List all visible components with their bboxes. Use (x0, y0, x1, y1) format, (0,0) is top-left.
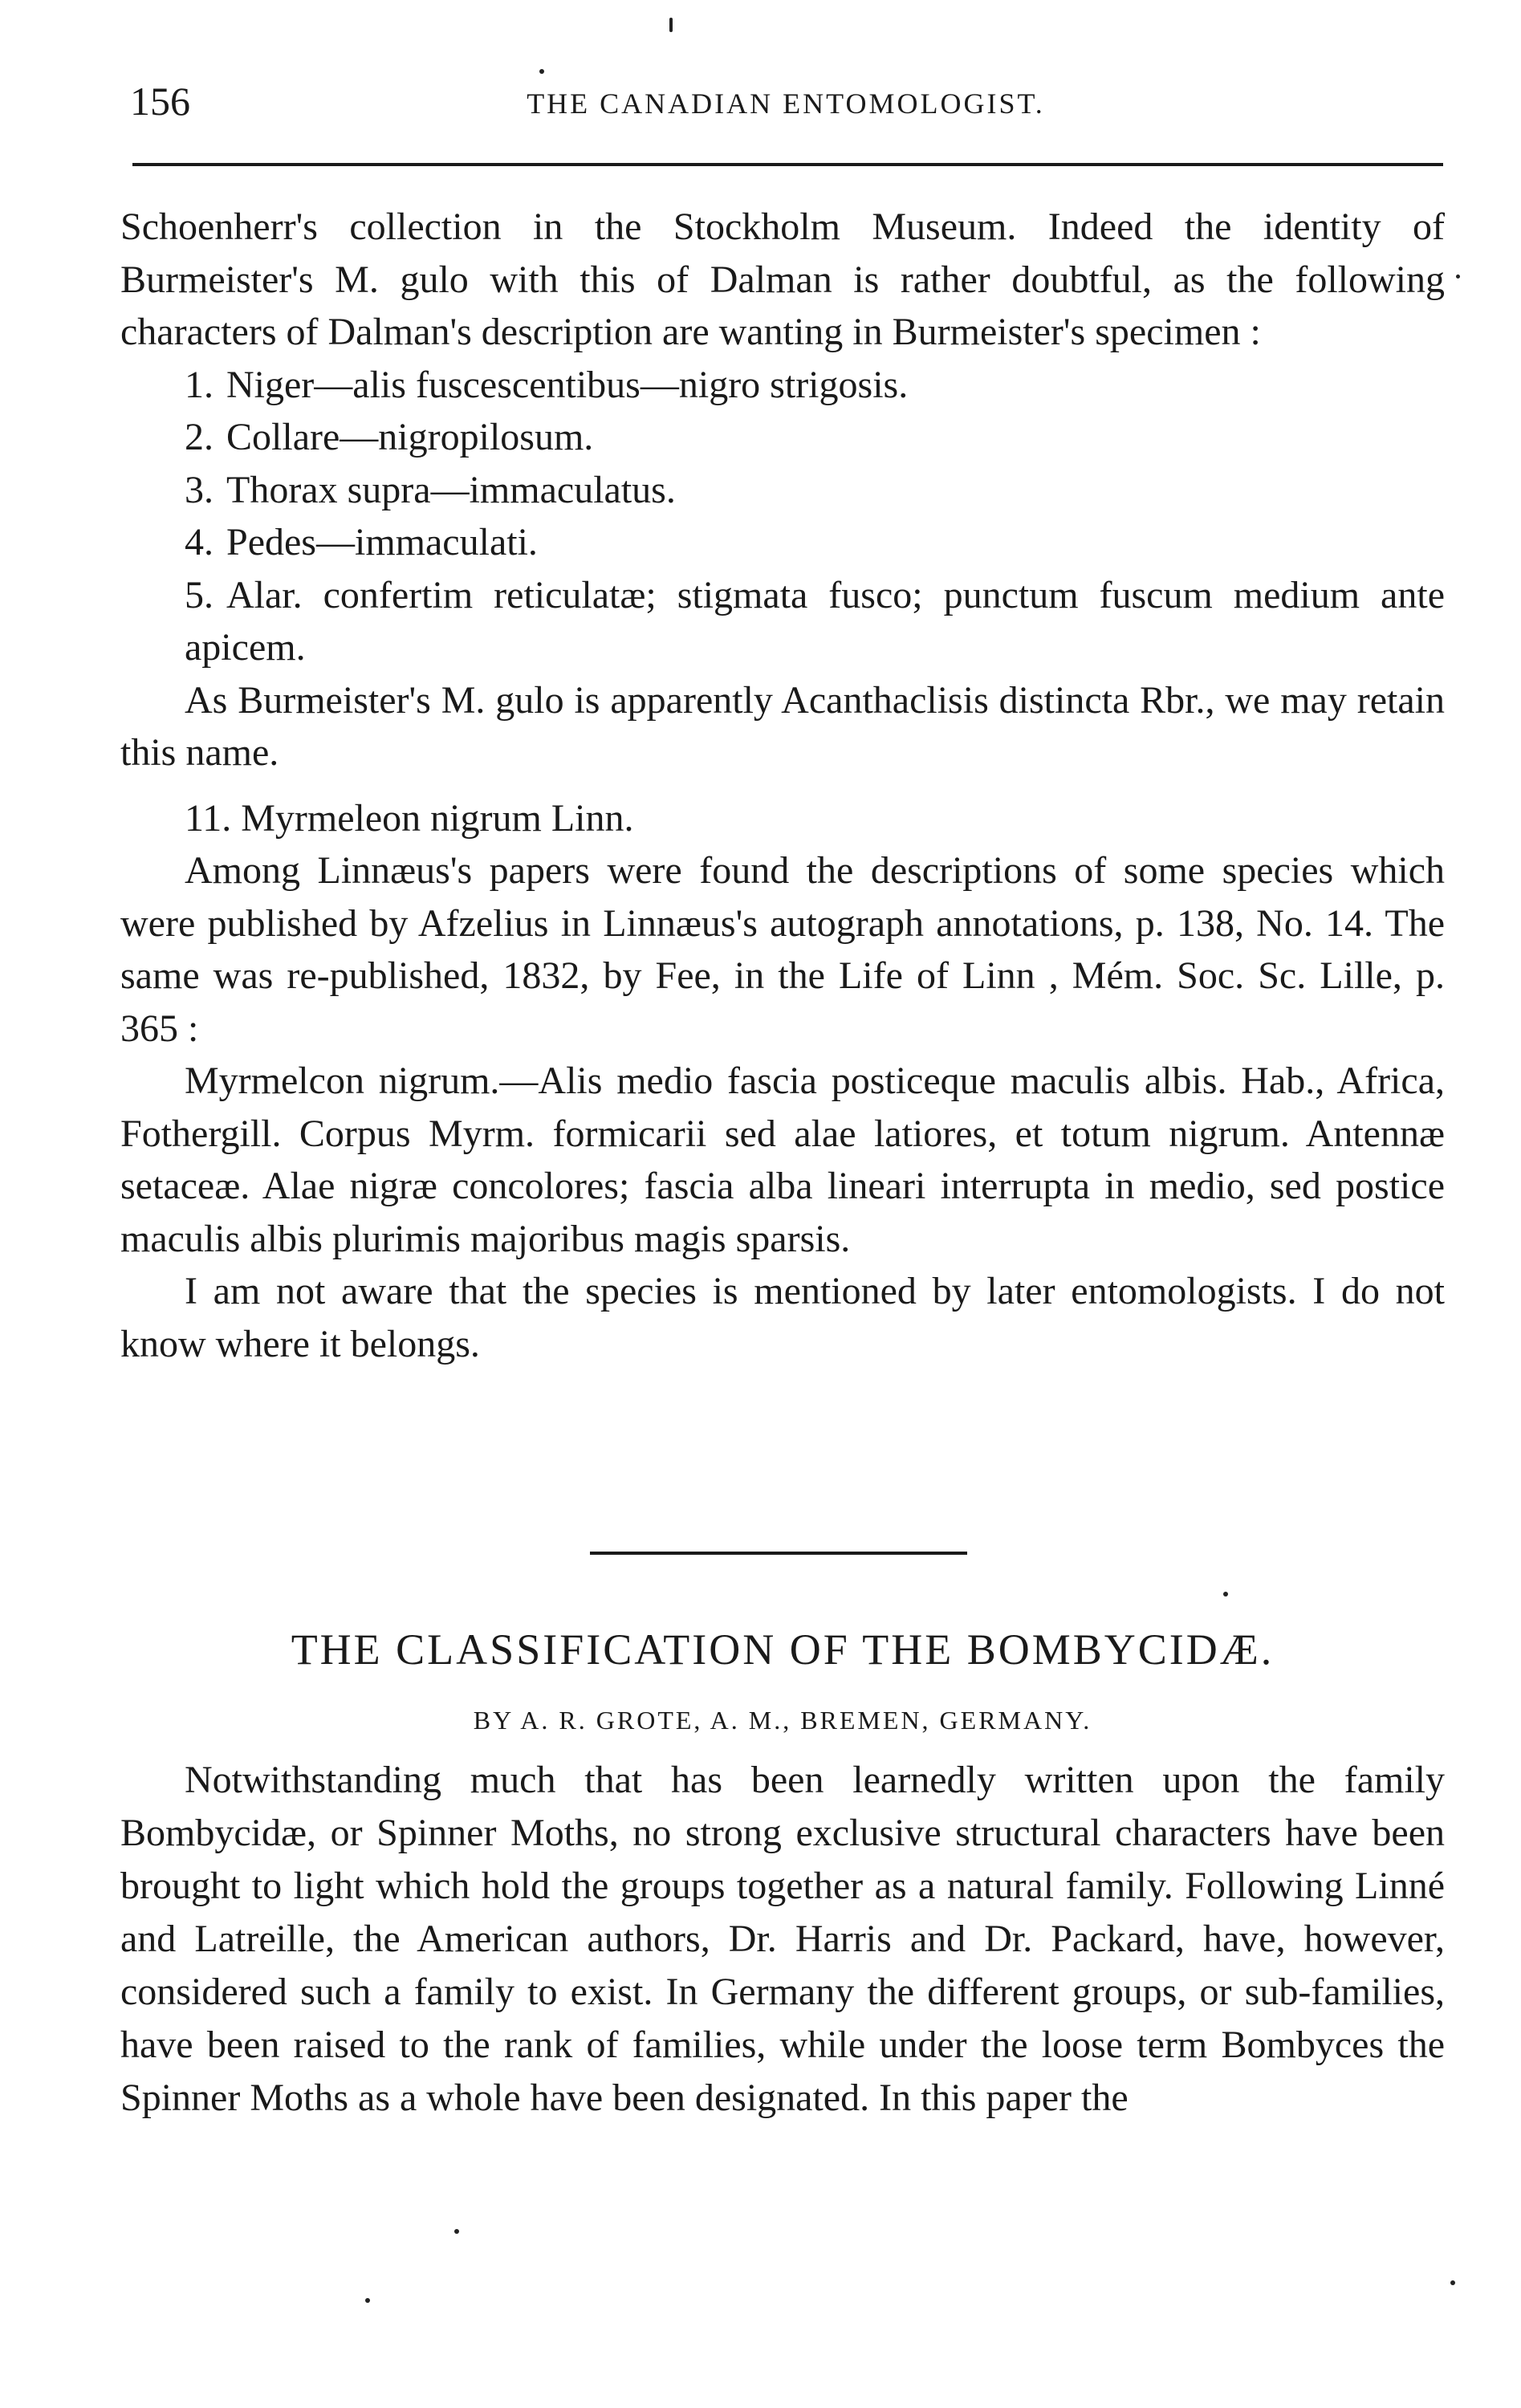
paragraph: Schoenherr's collection in the Stockholm Museum. Indeed the identity of Burmeister's M. gulo with this of Dalman is rather doubtful, as the following characters of Dalman's description are wanting in Burmeister's specimen : (120, 205, 1445, 353)
section-divider (590, 1552, 967, 1555)
list-text: Collare—nigropilosum. (226, 416, 594, 458)
paragraph: Among Linnæus's papers were found the descriptions of some species which were published by Afzelius in Linnæus's autograph annotations, p. 138, No. 14. The same was re-published, 1832, by Fee, in the Life of Linn , Mém. Soc. Sc. Lille, p. 365 : (120, 849, 1445, 1050)
article-byline: BY A. R. GROTE, A. M., BREMEN, GERMANY. (473, 1706, 1092, 1735)
list-text: Pedes—immaculati. (226, 521, 538, 563)
paragraph: As Burmeister's M. gulo is apparently Acanthaclisis distincta Rbr., we may retain this name. (120, 678, 1445, 774)
list-item (120, 464, 1445, 517)
list-text: Thorax supra—immaculatus. (226, 468, 676, 511)
list-number: 5. (185, 573, 214, 616)
list-item (120, 359, 1445, 412)
page-header (130, 77, 1442, 133)
list-text: Niger—alis fuscescentibus—nigro strigosis. (226, 363, 909, 406)
print-speck (1450, 2280, 1455, 2285)
print-speck (669, 18, 673, 32)
article-title: THE CLASSIFICATION OF THE BOMBYCIDÆ. (291, 1625, 1275, 1674)
paragraph: I am not aware that the species is mentioned by later entomologists. I do not know where it belongs. (120, 1270, 1445, 1365)
print-speck (539, 69, 544, 74)
continued-text (120, 201, 1445, 1370)
species-heading: 11. Myrmeleon nigrum Linn. (185, 796, 634, 840)
print-speck (454, 2229, 459, 2234)
article-text (120, 1754, 1445, 2125)
list-number: 3. (185, 468, 214, 511)
paragraph: Notwithstanding much that has been learnedly written upon the family Bombycidæ, or Spinner Moths, no strong exclusive structural characters have been brought to light which hold the groups together as a natural family. Following Linné and Latreille, the American authors, Dr. Harris and Dr. Packard, have, however, considered such a family to exist. In Germany the different groups, or sub-families, have been raised to the rank of families, while under the loose term Bombyces the Spinner Moths as a whole have been designated. In this paper the (120, 1759, 1445, 2119)
list-number: 4. (185, 521, 214, 563)
list-item (120, 569, 1445, 674)
list-item (120, 516, 1445, 569)
list-item (120, 411, 1445, 464)
list-text: Alar. confertim reticulatæ; stigmata fusco; punctum fuscum medium ante apicem. (185, 573, 1445, 669)
header-rule (132, 163, 1443, 166)
running-head: THE CANADIAN ENTOMOLOGIST. (527, 87, 1045, 120)
print-speck (365, 2298, 370, 2303)
list-number: 1. (185, 363, 214, 406)
list-number: 2. (185, 416, 214, 458)
page-number: 156 (130, 79, 190, 124)
paragraph: Myrmelcon nigrum.—Alis medio fascia posticeque maculis albis. Hab., Africa, Fothergill. Corpus Myrm. formicarii sed alae latiores, et totum nigrum. Antennæ setaceæ. Alae nigræ concolores; fascia alba lineari interrupta in medio, sed postice maculis albis plurimis majoribus magis sparsis. (120, 1060, 1445, 1260)
print-speck (1456, 275, 1460, 279)
print-speck (1223, 1592, 1228, 1597)
